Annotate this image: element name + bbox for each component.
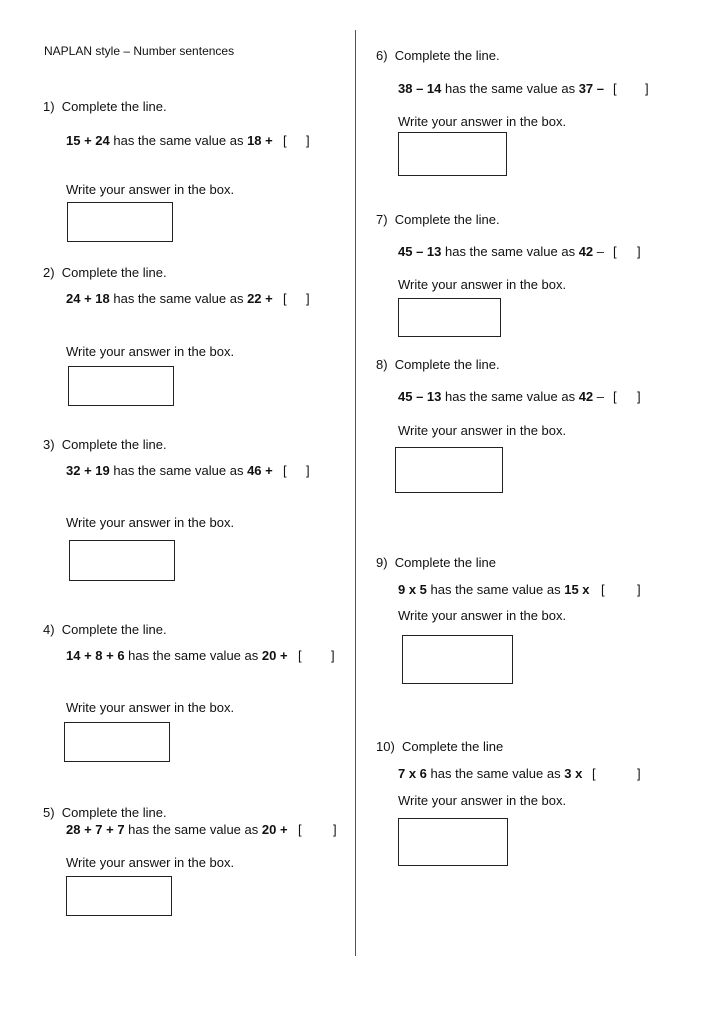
question-instruction: Complete the line. — [61, 622, 167, 637]
sentence-left: 32 + 19 — [66, 463, 110, 478]
sentence-right: 46 + — [247, 463, 273, 478]
sentence-middle: has the same value as — [109, 291, 248, 306]
question-heading — [376, 48, 500, 63]
bracket-close: ] — [331, 648, 335, 663]
sentence-middle: has the same value as — [426, 582, 565, 597]
sentence-left: 9 x 5 — [398, 582, 427, 597]
sentence-middle: has the same value as — [124, 648, 262, 663]
answer-box[interactable] — [68, 366, 174, 406]
question-number: 1) — [43, 99, 55, 114]
question-number: 8) — [376, 357, 388, 372]
answer-box[interactable] — [69, 540, 175, 581]
sentence-middle: has the same value as — [109, 133, 248, 148]
answer-instruction: Write your answer in the box. — [398, 277, 567, 292]
question-instruction: Complete the line. — [394, 357, 500, 372]
sentence-left: 38 – 14 — [398, 81, 442, 96]
sentence-right: 18 + — [247, 133, 273, 148]
question-instruction: Complete the line — [402, 739, 504, 754]
question-number: 9) — [376, 555, 388, 570]
question-instruction: Complete the line. — [394, 48, 500, 63]
question-number: 7) — [376, 212, 388, 227]
question-heading — [43, 437, 167, 452]
number-sentence — [66, 291, 273, 306]
question-number: 2) — [43, 265, 55, 280]
bracket-open: [ — [283, 291, 287, 306]
bracket-open: [ — [283, 463, 287, 478]
bracket-open: [ — [601, 582, 605, 597]
bracket-close: ] — [306, 133, 310, 148]
number-sentence — [398, 81, 604, 96]
number-sentence — [66, 133, 273, 148]
bracket-open: [ — [298, 822, 302, 837]
answer-instruction: Write your answer in the box. — [66, 344, 235, 359]
question-heading — [376, 357, 500, 372]
question-number: 5) — [43, 805, 55, 820]
sentence-middle: has the same value as — [124, 822, 262, 837]
answer-box[interactable] — [398, 132, 507, 176]
sentence-right: 22 + — [247, 291, 273, 306]
sentence-left: 24 + 18 — [66, 291, 110, 306]
sentence-left: 28 + 7 + 7 — [66, 822, 125, 837]
question-heading — [376, 212, 500, 227]
bracket-open: [ — [283, 133, 287, 148]
answer-instruction: Write your answer in the box. — [398, 114, 567, 129]
question-instruction: Complete the line. — [394, 212, 500, 227]
sentence-right: 3 x — [564, 766, 583, 781]
worksheet-title: NAPLAN style – Number sentences — [44, 44, 235, 58]
answer-box[interactable] — [398, 818, 508, 866]
sentence-left: 15 + 24 — [66, 133, 110, 148]
number-sentence — [398, 582, 590, 597]
bracket-open: [ — [298, 648, 302, 663]
question-instruction: Complete the line. — [61, 265, 167, 280]
question-heading — [376, 555, 496, 570]
answer-box[interactable] — [64, 722, 170, 762]
question-instruction: Complete the line. — [61, 99, 167, 114]
bracket-close: ] — [637, 766, 641, 781]
sentence-middle: has the same value as — [441, 81, 579, 96]
column-divider — [355, 30, 356, 956]
bracket-open: [ — [613, 244, 617, 259]
bracket-close: ] — [645, 81, 649, 96]
question-heading — [43, 265, 167, 280]
bracket-open: [ — [613, 81, 617, 96]
question-instruction: Complete the line. — [61, 437, 167, 452]
sentence-right: 42 — [578, 244, 594, 259]
sentence-middle: has the same value as — [109, 463, 248, 478]
question-number: 4) — [43, 622, 55, 637]
sentence-left: 7 x 6 — [398, 766, 427, 781]
bracket-close: ] — [637, 582, 641, 597]
number-sentence — [66, 648, 288, 663]
answer-box[interactable] — [402, 635, 513, 684]
bracket-close: ] — [637, 389, 641, 404]
sentence-operator: – — [593, 389, 604, 404]
bracket-close: ] — [306, 291, 310, 306]
answer-instruction: Write your answer in the box. — [66, 700, 235, 715]
question-heading — [43, 805, 167, 820]
bracket-open: [ — [613, 389, 617, 404]
question-number: 6) — [376, 48, 388, 63]
number-sentence — [398, 766, 582, 781]
question-heading — [43, 622, 167, 637]
sentence-operator: – — [593, 244, 604, 259]
question-number: 3) — [43, 437, 55, 452]
bracket-open: [ — [592, 766, 596, 781]
answer-instruction: Write your answer in the box. — [398, 793, 567, 808]
question-heading — [376, 739, 503, 754]
sentence-right: 20 + — [261, 648, 288, 663]
answer-box[interactable] — [398, 298, 501, 337]
sentence-right: 42 — [578, 389, 594, 404]
sentence-middle: has the same value as — [441, 389, 579, 404]
question-number: 10) — [376, 739, 395, 754]
bracket-close: ] — [333, 822, 337, 837]
sentence-right: 20 + — [261, 822, 288, 837]
answer-box[interactable] — [67, 202, 173, 242]
bracket-close: ] — [637, 244, 641, 259]
question-instruction: Complete the line — [394, 555, 496, 570]
answer-box[interactable] — [395, 447, 503, 493]
answer-box[interactable] — [66, 876, 172, 916]
sentence-left: 14 + 8 + 6 — [66, 648, 125, 663]
answer-instruction: Write your answer in the box. — [398, 423, 567, 438]
number-sentence — [66, 463, 273, 478]
answer-instruction: Write your answer in the box. — [66, 515, 235, 530]
bracket-close: ] — [306, 463, 310, 478]
question-heading — [43, 99, 167, 114]
question-instruction: Complete the line. — [61, 805, 167, 820]
number-sentence — [398, 244, 604, 259]
number-sentence — [66, 822, 288, 837]
sentence-left: 45 – 13 — [398, 244, 442, 259]
answer-instruction: Write your answer in the box. — [66, 855, 235, 870]
sentence-right: 15 x — [564, 582, 590, 597]
answer-instruction: Write your answer in the box. — [398, 608, 567, 623]
sentence-middle: has the same value as — [441, 244, 579, 259]
number-sentence — [398, 389, 604, 404]
sentence-left: 45 – 13 — [398, 389, 442, 404]
answer-instruction: Write your answer in the box. — [66, 182, 235, 197]
sentence-right: 37 – — [578, 81, 604, 96]
sentence-middle: has the same value as — [426, 766, 565, 781]
